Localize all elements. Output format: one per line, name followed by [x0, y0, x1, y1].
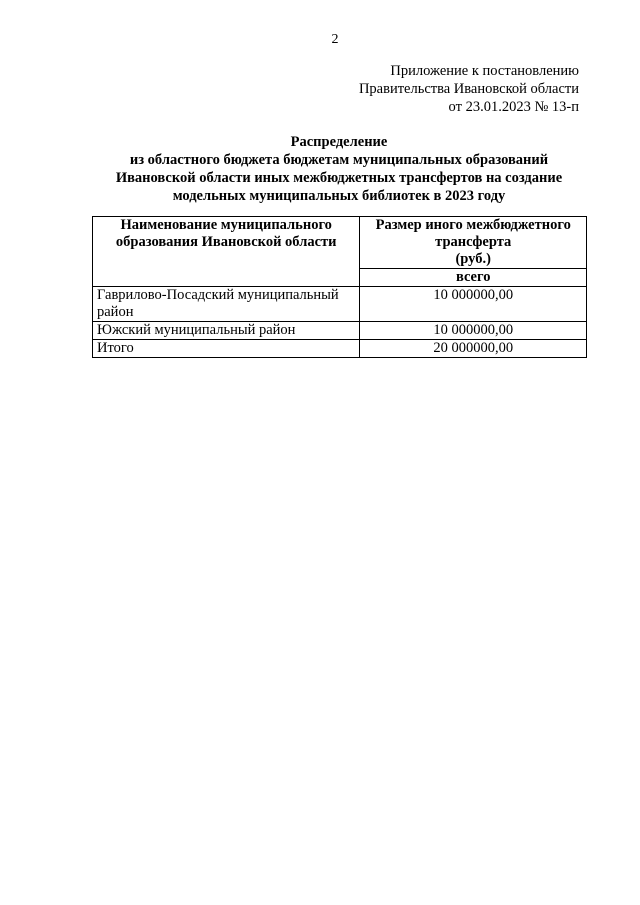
page-number: 2 — [331, 32, 339, 47]
document-title — [92, 133, 586, 205]
total-label: Итого — [93, 340, 360, 358]
title-line-3: Ивановской области иных межбюджетных трансфертов на создание — [115, 170, 563, 186]
appendix-line-2: Правительства Ивановской области — [358, 81, 579, 97]
title-line-2: из областного бюджета бюджетам муниципальных образований — [129, 152, 549, 168]
row-name: Южский муниципальный район — [93, 322, 360, 340]
table-header-row — [93, 217, 587, 269]
header-amount-line-3: (руб.) — [455, 251, 491, 267]
header-municipality-line-2: образования Ивановской области — [115, 234, 337, 250]
table-total-row — [93, 340, 587, 358]
header-amount-line-1: Размер иного межбюджетного — [375, 217, 571, 233]
row-amount: 10 000000,00 — [360, 287, 587, 322]
row-name-cell — [93, 287, 360, 322]
appendix-header — [359, 62, 579, 116]
total-amount: 20 000000,00 — [360, 340, 587, 358]
appendix-line-3: от 23.01.2023 № 13-п — [448, 99, 579, 115]
header-amount-line-2: трансферта — [435, 234, 512, 250]
table-row — [93, 322, 587, 340]
appendix-line-1: Приложение к постановлению — [390, 63, 579, 79]
row-amount: 10 000000,00 — [360, 322, 587, 340]
distribution-table — [92, 216, 587, 358]
title-line-1: Распределение — [290, 134, 388, 150]
table-row — [93, 287, 587, 322]
title-line-4: модельных муниципальных библиотек в 2023 году — [172, 188, 506, 204]
row-name-continued: район — [97, 304, 134, 320]
header-municipality — [93, 217, 360, 287]
header-municipality-line-1: Наименование муниципального — [120, 217, 332, 233]
header-total: всего — [360, 269, 587, 287]
header-amount — [360, 217, 587, 269]
row-name: Гаврилово-Посадский муниципальный — [97, 287, 339, 303]
